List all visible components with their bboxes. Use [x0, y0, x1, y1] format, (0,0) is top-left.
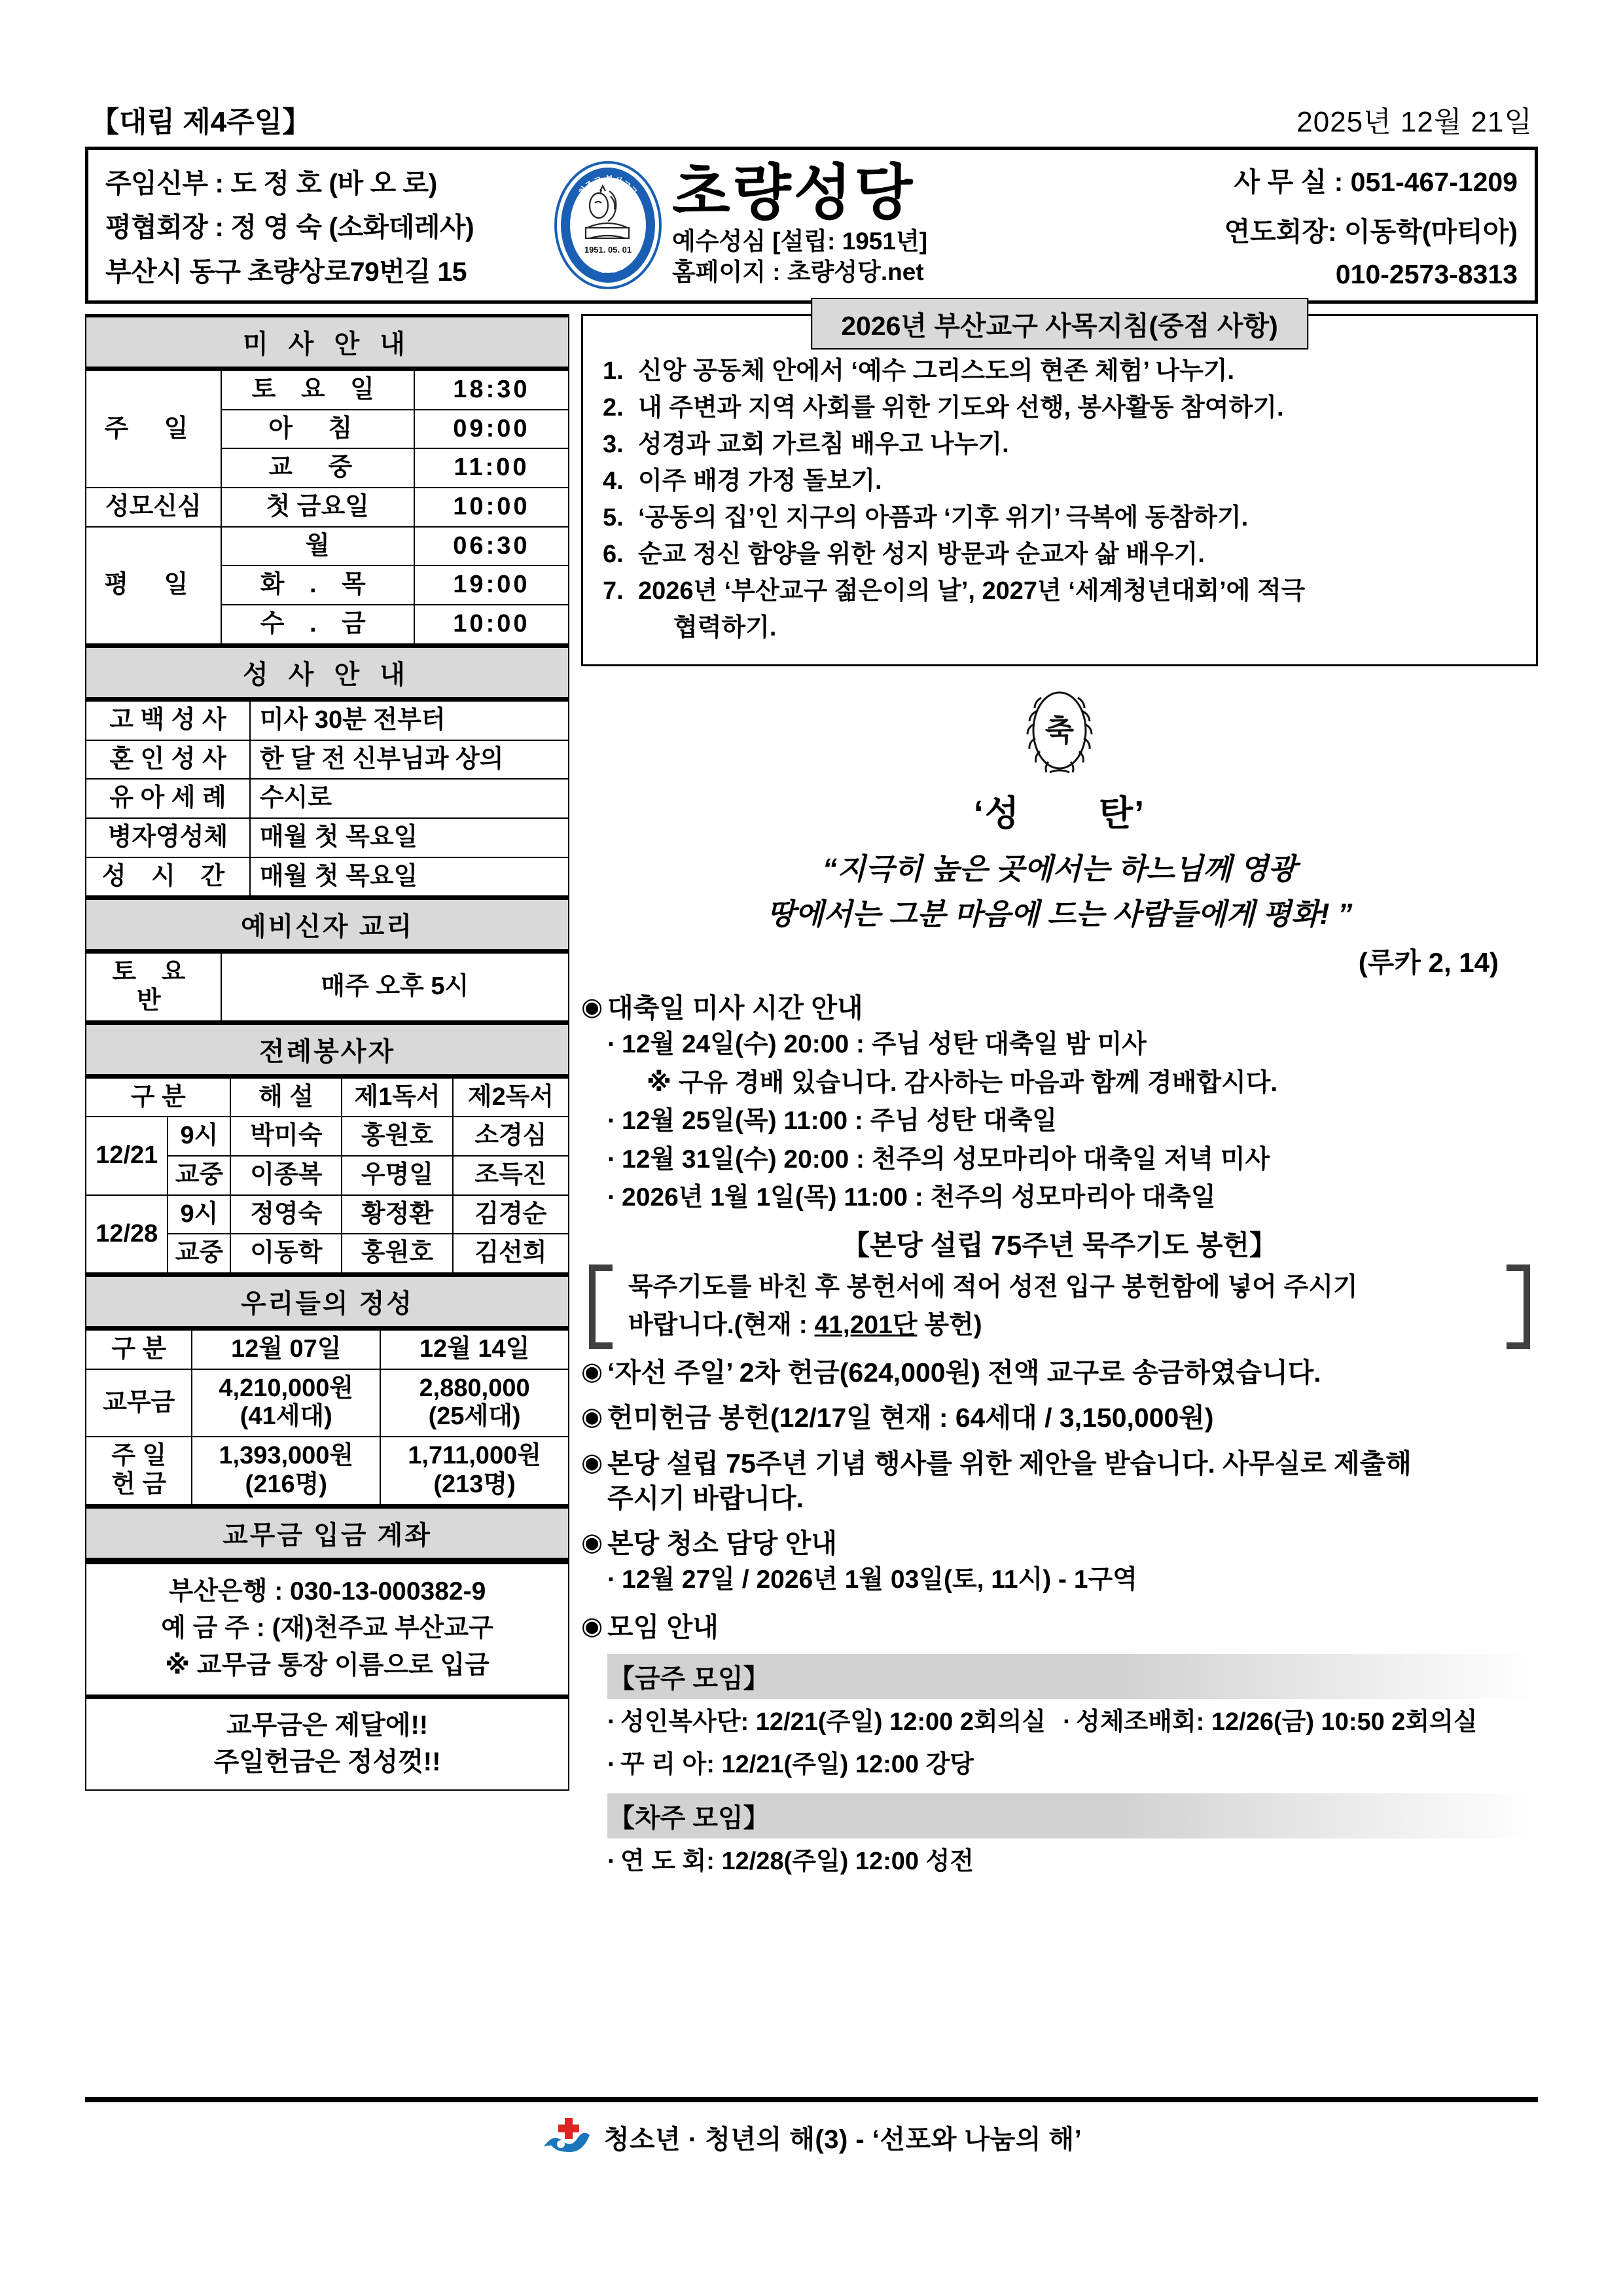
- top-line: [85, 98, 1538, 147]
- liturgy-commentator: 이동학: [230, 1234, 342, 1273]
- rosary-line2-pre: 바랍니다.(현재 :: [628, 1311, 815, 1340]
- dot-icon: ·: [607, 1145, 616, 1174]
- rosary-offering-block: [581, 1224, 1538, 1345]
- list-item: [603, 391, 1516, 426]
- item-number: 1.: [603, 357, 624, 385]
- offering-label-dues: 교무금: [86, 1369, 192, 1437]
- liturgy-mass: 교중: [168, 1156, 230, 1195]
- sacraments-title: 성 사 안 내: [85, 645, 569, 700]
- prayer-leader-line: 연도회장: 이동학(마티아): [1224, 216, 1518, 247]
- sacrament-label: 병자영성체: [86, 818, 250, 857]
- feast-item: [607, 1102, 1538, 1141]
- dot-icon: ·: [1063, 1708, 1071, 1736]
- amount: 1,393,000원: [219, 1442, 354, 1470]
- mass-time: 11:00: [414, 448, 569, 488]
- meeting-row: [607, 1842, 1538, 1881]
- catechumen-label: 토 요 반: [86, 953, 221, 1020]
- col-header-date-1: 12월 07일: [192, 1330, 380, 1369]
- liturgy-second-reader: 소경심: [453, 1117, 569, 1156]
- sacrament-value: 한 달 전 신부님과 상의: [250, 740, 569, 780]
- feast-item-text: 12월 31일(수) 20:00 : 천주의 성모마리아 대축일 저녁 미사: [622, 1145, 1270, 1174]
- table-row: [86, 701, 569, 740]
- col-header-second-reading: 제2독서: [453, 1078, 569, 1117]
- table-row: [86, 953, 569, 1020]
- mass-group-sunday: 주 일: [86, 370, 221, 488]
- mass-when: 아 침: [221, 410, 414, 449]
- bullet-icon: ◉: [581, 1448, 603, 1477]
- rosary-line1: 묵주기도를 바친 후 봉헌서에 적어 성전 입구 봉헌함에 넣어 주시기: [628, 1272, 1358, 1301]
- liturgy-first-reader: 황정환: [342, 1195, 453, 1234]
- catechumen-title: 예비신자 교리: [85, 897, 569, 952]
- meeting-right-text: 성체조배회: 12/26(금) 10:50 2회의실: [1076, 1708, 1478, 1736]
- mass-time: 09:00: [414, 410, 569, 449]
- liturgy-commentator: 박미숙: [230, 1117, 342, 1156]
- offering-sunday-week1: [192, 1437, 380, 1504]
- table-header-row: [86, 1330, 569, 1369]
- list-item: [603, 611, 1516, 646]
- mass-time: 10:00: [414, 488, 569, 527]
- liturgy-second-reader: 김선희: [453, 1234, 569, 1273]
- pastoral-guideline-title: 2026년 부산교구 사목지침(중점 사항): [811, 298, 1308, 350]
- meetings-heading: 모임 안내: [607, 1611, 719, 1642]
- sacrament-value: 매월 첫 목요일: [250, 818, 569, 857]
- table-row: [86, 740, 569, 780]
- liturgy-date: 12/21: [86, 1117, 168, 1194]
- right-column: [581, 311, 1538, 1881]
- feast-item: [607, 1141, 1538, 1179]
- content-columns: [85, 311, 1538, 1881]
- account-details: [85, 1561, 569, 1696]
- feast-item-text: 12월 24일(수) 20:00 : 주님 성탄 대축일 밤 미사: [622, 1030, 1147, 1059]
- liturgy-first-reader: 홍원호: [342, 1117, 453, 1156]
- offering-slogans: [85, 1696, 569, 1791]
- col-header-date-2: 12월 14일: [380, 1330, 569, 1369]
- pastor-line: 주임신부 : 도 정 호 (바 오 로): [105, 168, 437, 199]
- item-text: 내 주변과 지역 사회를 위한 기도와 선행, 봉사활동 참여하기.: [638, 393, 1284, 422]
- patron-line: 예수성심 [설립: 1951년]: [672, 227, 928, 255]
- dot-icon: ·: [607, 1708, 616, 1736]
- dot-icon: ·: [607, 1751, 616, 1779]
- amount: 4,210,000원: [219, 1374, 354, 1402]
- dot-icon: ·: [607, 1030, 616, 1059]
- mass-when: 화 . 목: [221, 565, 414, 605]
- masthead-contact: [1116, 150, 1535, 300]
- dot-icon: ·: [607, 1566, 616, 1594]
- sacrament-label: 성 시 간: [86, 857, 250, 897]
- pastoral-guideline-box: [581, 311, 1538, 666]
- christmas-quote-line1: “지극히 높은 곳에서는 하느님께 영광: [822, 852, 1297, 886]
- wreath-icon: [1010, 683, 1109, 781]
- address-line: 부산시 동구 초량상로79번길 15: [105, 256, 467, 287]
- meeting-left: [607, 1842, 974, 1881]
- list-item: [603, 574, 1516, 609]
- offering-dues-week2: [380, 1369, 569, 1437]
- meeting-left: [607, 1703, 1046, 1742]
- sacrament-label: 혼 인 성 사: [86, 740, 250, 780]
- cleaning-item-text: 12월 27일 / 2026년 1월 03일(토, 11시) - 1구역: [622, 1566, 1137, 1594]
- col-header-division: 구 분: [86, 1330, 192, 1369]
- cleaning-heading: 본당 청소 담당 안내: [607, 1528, 838, 1559]
- meeting-left-text: 연 도 회: 12/28(주일) 12:00 성전: [620, 1847, 974, 1875]
- mass-group-marian: 성모신심: [86, 488, 221, 527]
- liturgy-mass: 9시: [168, 1117, 230, 1156]
- liturgy-mass: 9시: [168, 1195, 230, 1234]
- item-text: 순교 정신 함양을 위한 성지 방문과 순교자 삶 배우기.: [638, 540, 1205, 568]
- table-row: [86, 779, 569, 818]
- item-text: 성경과 교회 가르침 배우고 나누기.: [638, 430, 1009, 458]
- table-header-row: [86, 1078, 569, 1117]
- meeting-left: [607, 1746, 974, 1784]
- christmas-quote-line2: 땅에서는 그분 마음에 드는 사람들에게 평화! ”: [766, 897, 1353, 931]
- account-holder-line: 예 금 주 : (재)천주교 부산교구: [161, 1614, 493, 1643]
- table-row: [86, 1195, 569, 1234]
- announcements: [581, 991, 1538, 1881]
- homepage-line: 홈페이지 : 초량성당.net: [672, 259, 924, 285]
- liturgy-second-reader: 김경순: [453, 1195, 569, 1234]
- announcement-charity-collection: [581, 1355, 1538, 1390]
- svg-text:1951. 05. 01: 1951. 05. 01: [584, 245, 632, 255]
- offering-title: 우리들의 정성: [85, 1274, 569, 1329]
- sacrament-value: 매월 첫 목요일: [250, 857, 569, 897]
- christmas-title: [581, 785, 1538, 836]
- meeting-right: [1063, 1703, 1477, 1742]
- col-header-commentator: 해 설: [230, 1078, 342, 1117]
- cleaning-item: [607, 1561, 1538, 1600]
- item-number: [603, 611, 638, 646]
- liturgy-commentator: 이종복: [230, 1156, 342, 1195]
- rosary-title: 【본당 설립 75주년 묵주기도 봉헌】: [842, 1229, 1277, 1261]
- people-count: (213명): [433, 1470, 516, 1498]
- liturgy-volunteers-table: [85, 1077, 569, 1274]
- sacraments-table: [85, 700, 569, 897]
- item-text: 이주 배경 가정 돌보기.: [638, 467, 882, 495]
- table-row: [86, 818, 569, 857]
- item-text: 2026년 ‘부산교구 젊은이의 날’, 2027년 ‘세계청년대회’에 적극: [638, 577, 1306, 605]
- table-row: [86, 488, 569, 527]
- meeting-row: [607, 1703, 1538, 1742]
- feast-note: ※ 구유 경배 있습니다. 감사하는 마음과 함께 경배합시다.: [647, 1068, 1278, 1097]
- item-text: 신앙 공동체 안에서 ‘예수 그리스도의 현존 체험’ 나누기.: [638, 357, 1235, 385]
- amount: 1,711,000원: [408, 1442, 541, 1470]
- item-number: 7.: [603, 577, 624, 605]
- bullet-icon: ◉: [581, 1357, 603, 1386]
- mass-time: 06:30: [414, 527, 569, 566]
- offering-table: [85, 1329, 569, 1505]
- left-column: [85, 314, 569, 1881]
- svg-text:초량 성당: 초량 성당: [589, 259, 627, 275]
- liturgy-date: 12/28: [86, 1195, 168, 1273]
- item-number: 2.: [603, 393, 624, 422]
- church-name: 초량성당: [672, 159, 916, 226]
- mass-when: 월: [221, 527, 414, 566]
- list-item: [603, 464, 1516, 499]
- mass-when: 첫 금요일: [221, 488, 414, 527]
- offering-label-line2: 헌 금: [111, 1470, 167, 1498]
- feast-item-text: 12월 25일(목) 11:00 : 주님 성탄 대축일: [622, 1107, 1058, 1136]
- bullet-icon: ◉: [581, 1403, 603, 1431]
- sacrament-value: 미사 30분 전부터: [250, 701, 569, 740]
- masthead: [85, 147, 1538, 304]
- announcement-rice-offering: [581, 1401, 1538, 1435]
- col-header-division: 구 분: [86, 1078, 230, 1117]
- catechumen-value: 매주 오후 5시: [221, 953, 569, 1020]
- table-row: [86, 857, 569, 897]
- item-number: 5.: [603, 503, 624, 531]
- table-row: [86, 1437, 569, 1504]
- bracket-left-icon: [589, 1265, 613, 1349]
- announcement-meetings: [581, 1610, 1538, 1881]
- dot-icon: ·: [607, 1847, 616, 1875]
- table-row: [86, 1369, 569, 1437]
- slogan-sunday-offering: 주일헌금은 정성껏!!: [213, 1748, 441, 1777]
- item-number: 3.: [603, 430, 624, 458]
- mass-time: 19:00: [414, 565, 569, 605]
- rosary-count: 41,201단: [814, 1311, 918, 1340]
- col-header-first-reading: 제1독서: [342, 1078, 453, 1117]
- youth-year-logo-icon: [541, 2115, 592, 2159]
- table-row: [86, 1117, 569, 1156]
- offering-label-line1: 주 일: [111, 1442, 167, 1470]
- household-count: (41세대): [240, 1403, 332, 1431]
- footer: [85, 2097, 1538, 2159]
- item-text: 협력하기.: [673, 613, 777, 641]
- charity-text: ‘자선 주일’ 2차 헌금(624,000원) 전액 교구로 송금하였습니다.: [607, 1357, 1321, 1388]
- masthead-identity: [546, 150, 1116, 300]
- mass-schedule-table: [85, 370, 569, 645]
- liturgy-volunteers-title: 전례봉사자: [85, 1022, 569, 1077]
- proposal-line1: 본당 설립 75주년 기념 행사를 위한 제안을 받습니다. 사무실로 제출해: [607, 1448, 1412, 1479]
- christmas-title-right: 탄’: [1099, 793, 1146, 833]
- proposal-line2: 주시기 바랍니다.: [607, 1482, 804, 1513]
- liturgy-commentator: 정영숙: [230, 1195, 342, 1234]
- slogan-dues: 교무금은 제달에!!: [226, 1711, 429, 1740]
- issue-date: 2025년 12월 21일: [1296, 106, 1533, 138]
- church-identity-text: [672, 159, 928, 288]
- announcement-anniversary-proposal: [581, 1446, 1538, 1516]
- meeting-left-text: 꾸 리 아: 12/21(주일) 12:00 강당: [620, 1751, 974, 1779]
- meeting-left-text: 성인복사단: 12/21(주일) 12:00 2회의실: [620, 1708, 1046, 1736]
- mass-time: 18:30: [414, 370, 569, 410]
- mass-when: 수 . 금: [221, 605, 414, 644]
- sacrament-value: 수시로: [250, 779, 569, 818]
- table-row: [86, 370, 569, 410]
- announcement-feast-masses: [581, 991, 1538, 1217]
- item-text: ‘공동의 집’인 지구의 아픔과 ‘기후 위기’ 극복에 동참하기.: [638, 503, 1249, 531]
- item-number: 4.: [603, 467, 624, 495]
- announcement-heading: 대축일 미사 시간 안내: [607, 993, 863, 1024]
- offering-label-sunday: [86, 1437, 192, 1504]
- dot-icon: ·: [607, 1107, 616, 1136]
- list-item: [603, 501, 1516, 536]
- mass-when: 토 요 일: [221, 370, 414, 410]
- mobile-phone-line: 010-2573-8313: [1335, 259, 1518, 289]
- bullet-icon: ◉: [581, 1529, 603, 1557]
- svg-text:천주교 부산교구: 천주교 부산교구: [577, 173, 639, 198]
- rosary-line2-post: 봉헌): [917, 1311, 982, 1340]
- next-week-band: 【차주 모임】: [607, 1793, 1538, 1839]
- amount: 2,880,000: [419, 1374, 530, 1402]
- item-number: 6.: [603, 540, 624, 568]
- bank-account-line: 부산은행 : 030-13-000382-9: [168, 1577, 486, 1605]
- liturgy-first-reader: 우명일: [342, 1156, 453, 1195]
- council-president-line: 평협회장 : 정 영 숙 (소화데레사): [105, 212, 474, 243]
- table-row: [86, 527, 569, 566]
- sacrament-label: 유 아 세 례: [86, 779, 250, 818]
- feast-item: [607, 1026, 1538, 1064]
- footer-text: 청소년 · 청년의 해(3) - ‘선포와 나눔의 해’: [603, 2125, 1082, 2154]
- offering-sunday-week2: [380, 1437, 569, 1504]
- household-count: (25세대): [428, 1403, 521, 1431]
- bullet-icon: ◉: [581, 1612, 603, 1640]
- office-phone-line: 사 무 실 : 051-467-1209: [1234, 167, 1518, 197]
- christmas-title-left: ‘성: [973, 793, 1020, 833]
- pastoral-guideline-list: [603, 354, 1516, 646]
- feast-item: [607, 1179, 1538, 1217]
- rosary-line2: [628, 1306, 1491, 1345]
- catechumen-table: [85, 952, 569, 1021]
- mass-when: 교 중: [221, 448, 414, 488]
- account-title: 교무금 입금 계좌: [85, 1505, 569, 1561]
- parish-emblem-icon: [553, 160, 663, 291]
- bracket-right-icon: [1507, 1265, 1530, 1349]
- list-item: [603, 537, 1516, 573]
- wreath-char: 축: [1044, 713, 1075, 747]
- masthead-left-info: [88, 150, 546, 300]
- account-note-line: ※ 교무금 통장 이름으로 입금: [165, 1651, 490, 1679]
- christmas-greeting: [581, 683, 1538, 981]
- mass-group-weekday: 평 일: [86, 527, 221, 644]
- this-week-band: 【금주 모임】: [607, 1654, 1538, 1699]
- sacrament-label: 고 백 성 사: [86, 701, 250, 740]
- feast-item-text: 2026년 1월 1일(목) 11:00 : 천주의 성모마리아 대축일: [622, 1183, 1216, 1212]
- liturgical-season: 【대림 제4주일】: [90, 106, 312, 138]
- rice-offering-text: 헌미헌금 봉헌(12/17일 현재 : 64세대 / 3,150,000원): [607, 1403, 1214, 1433]
- liturgy-second-reader: 조득진: [453, 1156, 569, 1195]
- list-item: [603, 427, 1516, 463]
- liturgy-mass: 교중: [168, 1234, 230, 1273]
- meeting-row: [607, 1746, 1538, 1784]
- mass-time: 10:00: [414, 605, 569, 644]
- liturgy-first-reader: 홍원호: [342, 1234, 453, 1273]
- list-item: [603, 354, 1516, 389]
- mass-schedule-title: 미 사 안 내: [85, 314, 569, 370]
- offering-dues-week1: [192, 1369, 380, 1437]
- bullet-icon: ◉: [581, 994, 603, 1022]
- people-count: (216명): [245, 1470, 327, 1498]
- dot-icon: ·: [607, 1183, 616, 1212]
- scripture-reference: (루카 2, 14): [1358, 947, 1499, 978]
- announcement-cleaning: [581, 1526, 1538, 1600]
